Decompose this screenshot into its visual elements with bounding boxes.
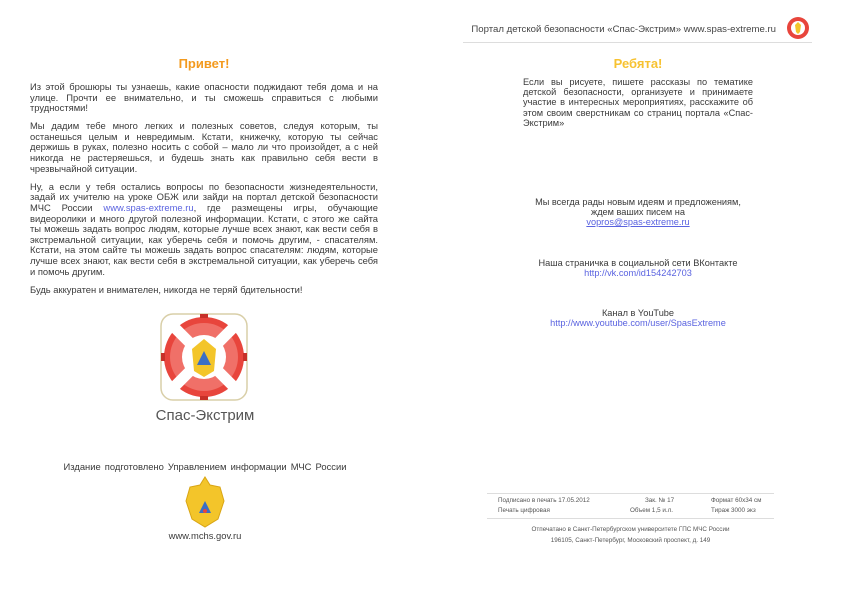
imprint-print: Печать цифровая [498,507,550,514]
header-divider [463,42,812,43]
mchs-emblem-icon [184,475,226,529]
imprint-run: Тираж 3000 экз [711,507,756,514]
vk-label: Наша страничка в социальной сети ВКонтакте [538,258,738,268]
imprint-bottom-divider [487,518,774,519]
mchs-url[interactable]: www.mchs.gov.ru [168,530,242,541]
email-link[interactable]: vopros@spas-extreme.ru [586,217,690,228]
imprint-top-divider [487,493,774,494]
ideas-block [523,197,753,228]
portal-logo-icon [786,16,810,40]
paragraph-advice: Мы дадим тебе много легких и полезных советов, следуя которым, ты останешься целым и невредимым. Кстати, книжечку, которую ты сейчас держишь в руках, полезно носить с собой – мало ли что произойдет, а с ней никогда не растеряешься, и будешь знать как правильно себя вести в чрезвычайной ситуации. [30,120,378,174]
imprint-format: Формат 60х34 см [711,497,762,504]
printed-info [487,524,774,546]
imprint-volume: Объем 1,5 и.л. [630,507,674,514]
ideas-text: Мы всегда рады новым идеям и предложениям, [535,197,741,207]
right-page-title: Ребята! [613,56,663,71]
youtube-link[interactable]: http://www.youtube.com/user/SpasExtreme [550,318,726,329]
vk-link[interactable]: http://vk.com/id154242703 [584,268,692,279]
spas-extreme-lifebuoy-logo [158,311,250,403]
ideas-text: ждем ваших писем на [591,207,685,218]
imprint-signed: Подписано в печать 17.05.2012 [498,497,590,504]
left-page-title: Привет! [178,56,230,71]
spas-extreme-link[interactable]: www.spas-extreme.ru [103,201,194,213]
printed-line: Отпечатано в Санкт-Петербургском университете ГПС МЧС России [531,526,730,533]
paragraph-questions [30,182,378,277]
imprint-order: Зак. № 17 [645,497,675,504]
youtube-label: Канал в YouTube [601,308,675,318]
portal-header: Портал детской безопасности «Спас-Экстрим» www.spas-extreme.ru [471,24,776,35]
brand-name: Спас-Экстрим [155,407,255,424]
right-intro-text: Если вы рисуете, пишете рассказы по тематике детской безопасности, организуете и принимаете участие в интересных мероприятиях, расскажите об этом своим сверстникам со страниц портала «Спас-Экстрим» [523,77,753,128]
youtube-block [523,308,753,328]
paragraph-text: Ну, а если у тебя остались вопросы по безопасности жизнедеятельности, задай их учителю на уроке ОБЖ или зайди на портал детской безопасности МЧС России [30,180,378,213]
published-by: Издание подготовлено Управлением информации МЧС России [63,461,347,472]
printed-line: 196105, Санкт-Петербург, Московский проспект, д. 149 [550,537,711,544]
paragraph-text: , где размещены игры, обучающие видеоролики и много другой полезной информации. Кстати, с этого же сайта ты можешь задать вопрос людям, которые лучше всех знают, как вести себя в экстремальной ситуации, как уберечь себя и помочь другим, - спасателям. Кстати, на этом сайте ты можешь задать вопрос спасателям: людям, которые лучше всех знают, как вести себя в экстремальной ситуации, как уберечь себя и помочь другим. [30,201,379,277]
paragraph-intro: Из этой брошюры ты узнаешь, какие опасности поджидают тебя дома и на улице. Прочти ее внимательно, и ты сможешь справиться с любыми трудностями! [30,81,378,114]
left-body-text [30,82,378,303]
paragraph-closing: Будь аккуратен и внимателен, никогда не теряй бдительности! [30,283,303,295]
vk-block [523,258,753,278]
